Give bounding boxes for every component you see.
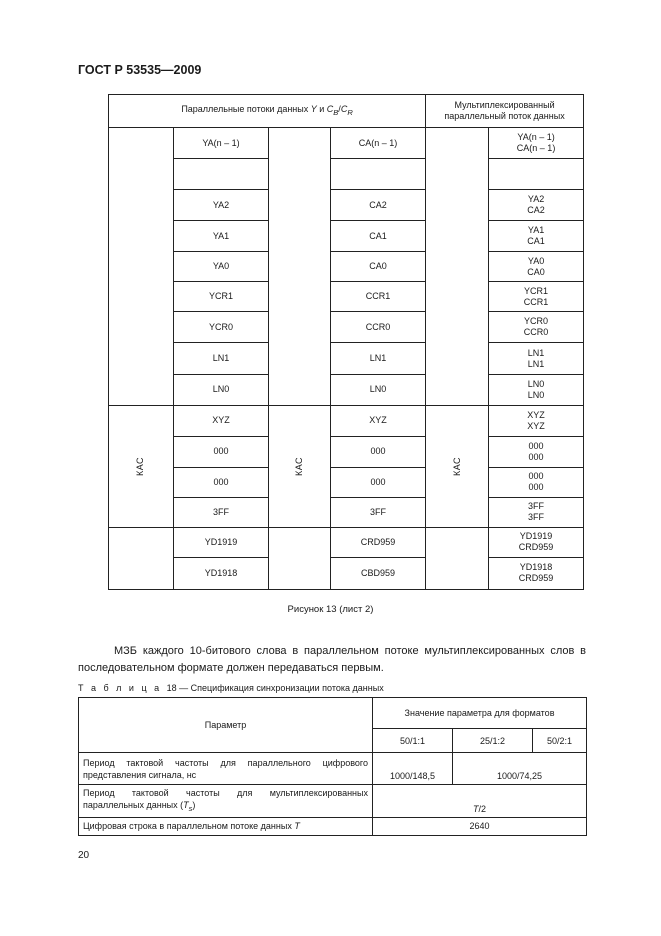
mux-word-cell: YCR0 CCR0 <box>489 312 584 343</box>
y-word-cell: YA0 <box>174 252 269 282</box>
figure-label-cell <box>426 527 489 589</box>
figure-row <box>109 436 584 467</box>
kac-label: КАС <box>294 456 304 476</box>
table-row-value: T/2 <box>373 785 587 818</box>
figure-row <box>109 467 584 497</box>
y-word-cell: LN1 <box>174 343 269 374</box>
y-word-cell: YCR0 <box>174 312 269 343</box>
figure-row <box>109 374 584 405</box>
c-word-cell: XYZ <box>331 405 426 436</box>
figure-row <box>109 527 584 557</box>
y-word-cell: 000 <box>174 467 269 497</box>
mux-word-cell: LN0 LN0 <box>489 374 584 405</box>
values-header: Значение параметра для форматов <box>373 698 587 729</box>
c-word-cell <box>331 159 426 190</box>
figure-row <box>109 282 584 312</box>
page-number: 20 <box>78 850 90 861</box>
figure-caption: Рисунок 13 (лист 2) <box>287 604 374 615</box>
kac-label: КАС <box>135 456 146 476</box>
mux-word-cell <box>489 159 584 190</box>
table-row-value: 1000/74,25 <box>453 753 587 785</box>
document-header: ГОСТ Р 53535—2009 <box>78 63 202 77</box>
c-word-cell: CRD959 <box>331 527 426 557</box>
y-word-cell: 3FF <box>174 497 269 527</box>
figure-row <box>109 405 584 436</box>
c-word-cell: CA(n – 1) <box>331 128 426 159</box>
figure-label-cell <box>269 405 331 527</box>
param-header: Параметр <box>79 698 373 753</box>
mux-word-cell: LN1 LN1 <box>489 343 584 374</box>
mux-word-cell: YCR1 CCR1 <box>489 282 584 312</box>
c-word-cell: CBD959 <box>331 557 426 589</box>
y-word-cell: XYZ <box>174 405 269 436</box>
y-word-cell: YD1918 <box>174 557 269 589</box>
c-word-cell: 000 <box>331 467 426 497</box>
figure-row <box>109 497 584 527</box>
mux-word-cell: YA2 CA2 <box>489 190 584 221</box>
figure-label-cell <box>269 128 331 406</box>
mux-word-cell: XYZ XYZ <box>489 405 584 436</box>
figure-label-cell <box>109 128 174 406</box>
body-paragraph: МЗБ каждого 10-битового слова в параллельном потоке мультиплексированных слов в последовательном формате должен передаваться первым. <box>78 645 586 674</box>
mux-word-cell: 000 000 <box>489 467 584 497</box>
c-word-cell: CA1 <box>331 221 426 252</box>
table-caption: Т а б л и ц а 18 — Спецификация синхронизации потока данных <box>78 683 384 693</box>
table-row-value: 1000/148,5 <box>373 753 453 785</box>
y-word-cell: YA1 <box>174 221 269 252</box>
mux-word-cell: YA0 CA0 <box>489 252 584 282</box>
figure-label-cell <box>109 405 174 527</box>
y-word-cell: YCR1 <box>174 282 269 312</box>
figure-label-cell <box>269 527 331 589</box>
figure-head-left: Параллельные потоки данных Y и $C_B/C_R$ <box>109 95 426 128</box>
c-word-cell: 3FF <box>331 497 426 527</box>
mux-word-cell: 000 000 <box>489 436 584 467</box>
y-word-cell: 000 <box>174 436 269 467</box>
figure-13-table <box>108 94 584 590</box>
table-row-param: Цифровая строка в параллельном потоке данных T <box>79 817 373 835</box>
c-word-cell: 000 <box>331 436 426 467</box>
c-word-cell: CCR1 <box>331 282 426 312</box>
table-row-value: 2640 <box>373 817 587 835</box>
figure-row <box>109 252 584 282</box>
c-word-cell: LN0 <box>331 374 426 405</box>
format-header: 50/2:1 <box>533 729 587 753</box>
figure-label-cell <box>426 128 489 406</box>
figure-row <box>109 343 584 374</box>
figure-row <box>109 190 584 221</box>
c-word-cell: CCR0 <box>331 312 426 343</box>
figure-row <box>109 557 584 589</box>
c-word-cell: CA0 <box>331 252 426 282</box>
y-word-cell: YD1919 <box>174 527 269 557</box>
y-word-cell: YA(n – 1) <box>174 128 269 159</box>
kac-label: КАС <box>451 456 462 476</box>
mux-word-cell: 3FF 3FF <box>489 497 584 527</box>
figure-head-right: Мультиплексированный параллельный поток данных <box>426 95 584 128</box>
figure-row <box>109 159 584 190</box>
mux-word-cell: YA1 CA1 <box>489 221 584 252</box>
y-word-cell <box>174 159 269 190</box>
c-word-cell: CA2 <box>331 190 426 221</box>
figure-row <box>109 128 584 159</box>
table-row-param: Период тактовой частоты для параллельного цифрового представления сигнала, нс <box>79 753 373 785</box>
figure-label-cell <box>109 527 174 589</box>
y-word-cell: LN0 <box>174 374 269 405</box>
mux-word-cell: YD1918 CRD959 <box>489 557 584 589</box>
y-word-cell: YA2 <box>174 190 269 221</box>
figure-row <box>109 221 584 252</box>
c-word-cell: LN1 <box>331 343 426 374</box>
mux-word-cell: YA(n – 1) CA(n – 1) <box>489 128 584 159</box>
table-row-param: Период тактовой частоты для мультиплексированных параллельных данных $(T_s)$ <box>79 785 373 818</box>
format-header: 25/1:2 <box>453 729 533 753</box>
figure-row <box>109 312 584 343</box>
table-18 <box>78 697 587 836</box>
format-header: 50/1:1 <box>373 729 453 753</box>
figure-label-cell <box>426 405 489 527</box>
mux-word-cell: YD1919 CRD959 <box>489 527 584 557</box>
